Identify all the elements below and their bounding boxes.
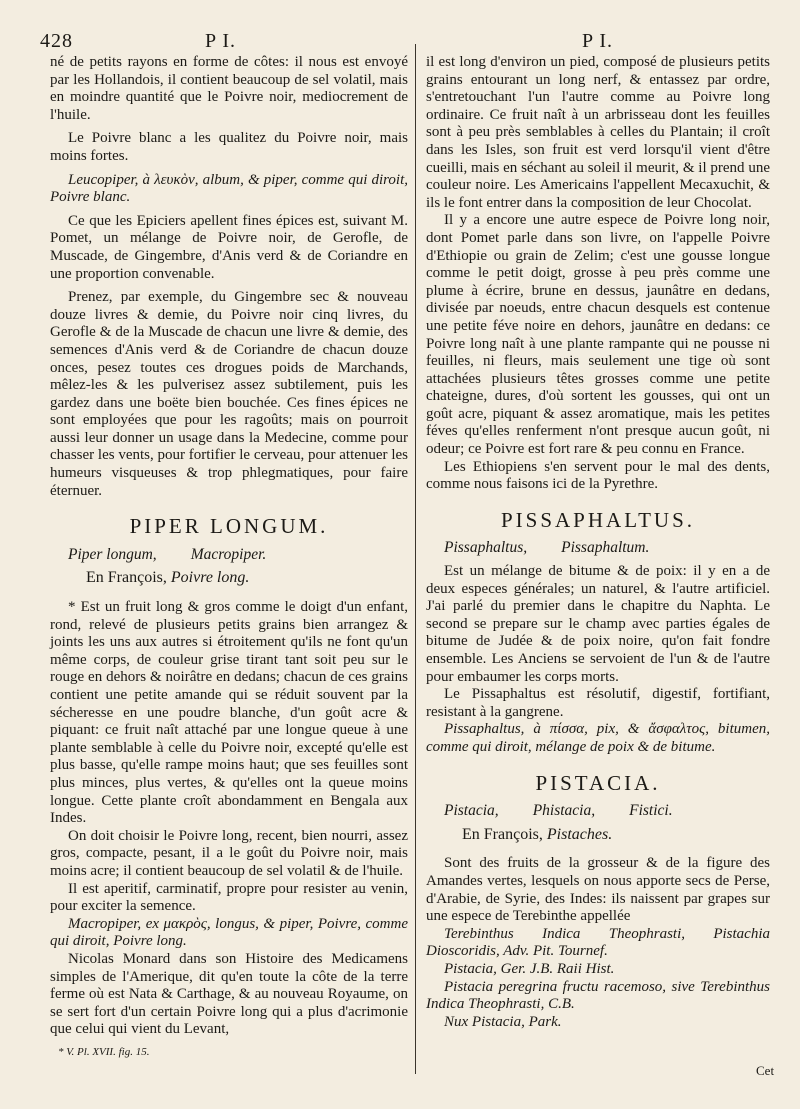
paragraph: * Est un fruit long & gros comme le doigt d'un enfant, rond, relevé de plusieurs petits grains bien arrangez & joints les uns aux autres si étroitement qu'ils ne font qu'un même corps, de couleur grise tirant tant soit peu sur le rouge en dehors & noirâtre en dedans; chacun de ces grains contient une petite amande qui se réduit souvent par la sécheresse en une poudre blanche, d'un goût acre & piquant: ce fruit naît attaché par une longue queue à une plante semblable à celle du Poivre noir, excepté qu'elle est plus basse, qu'elle rampe moins haut; que ses feuilles sont plus minces, plus vertes, & qu'elles ont la queue moins longue. Cette plante croît abondamment en Bengala aux Indes.: [50, 599, 408, 827]
section-title-pistacia: PISTACIA.: [535, 770, 661, 795]
french-label: En François,: [462, 825, 543, 843]
latin-name: Phistacia,: [532, 802, 596, 820]
paragraph: Il y a encore une autre espece de Poivre long noir, dont Pomet parle dans son livre, on l'appelle Poivre d'Ethiopie ou grain de Zelim; c'est une gousse longue comme le petit doigt, grosse à peu près comme une plume à écrire, brune en dessus, jaunâtre en dedans, divisée par noeuds, entre chacun desquels est contenue une petite féve noire en dehors, jaunâtre en dedans: ce Poivre long naît à une plante rampante qui ne pousse ni feuilles, ni fleurs, mais seulement une tige où sont attachées plusieurs têtes grosses comme une petite chateigne, dures, d'où sortent les gousses, qui ont un goût acre, piquant & assez aromatique, mais les petites féves qu'elles renferment n'ont presque aucun goût, ni odeur; ce Poivre est fort rare & peu connu en France.: [426, 212, 770, 458]
paragraph: Nicolas Monard dans son Histoire des Medicamens simples de l'Amerique, dit qu'en toute la côte de la terre ferme où est Nata & Carthage, & au nouveau Royaume, on se sert fort d'un certain Poivre long qui a plus d'acrimonie que celui qui vient du Levant,: [50, 950, 408, 1038]
latin-names: [68, 546, 408, 564]
synonym-line: Pistacia, Ger. J.B. Raii Hist.: [444, 960, 615, 977]
right-column: [426, 54, 770, 1031]
running-head-right: P I.: [582, 30, 614, 52]
paragraph: On doit choisir le Poivre long, recent, bien nourri, assez gros, compacte, pesant, il a le goût du Poivre noir, mais moins acre; il contient beaucoup de sel volatil & de l'huile.: [50, 827, 408, 879]
synonym-line: Pistacia peregrina fructu racemoso, sive Terebinthus Indica Theophrasti, C.B.: [426, 978, 770, 1013]
paragraph: Ce que les Epiciers apellent fines épices est, suivant M. Pomet, un mélange de Poivre noir, de Gerofle, de Muscade, de Gingembre, d'Anis verd & de Coriandre en une proportion convenable.: [50, 212, 408, 282]
page-number: 428: [40, 30, 73, 52]
latin-name: Macropiper.: [190, 545, 267, 563]
latin-name: Fistici.: [629, 802, 673, 820]
synonym-line: Nux Pistacia, Park.: [444, 1013, 562, 1030]
running-head-left: P I.: [205, 30, 237, 52]
paragraph: Il est aperitif, carminatif, propre pour resister au venin, pour exciter la semence.: [50, 880, 408, 915]
latin-name: Piper longum,: [68, 545, 157, 563]
paragraph: Prenez, par exemple, du Gingembre sec & nouveau douze livres & demie, du Poivre noir cinq livres, du Gerofle & de la Muscade de chacun une livre & demie, des semences d'Anis verd & de Coriandre de chacun douze onces, pesez toutes ces drogues poids de Marchands, mêlez-les & les pulverisez assez subtilement, puis les gardez dans une boëte bien bouchée. Ces fines épices ne sont employées que pour les ragoûts; mais on pourroit aussi leur donner un usage dans la Medecine, comme pour chasser les vents, pour fortifier le cerveau, pour attenuer les humeurs visqueuses & trop phlegmatiques, pour faire éternuer.: [50, 289, 408, 499]
synonym-line: Terebinthus Indica Theophrasti, Pistachia Dioscoridis, Adv. Pit. Tournef.: [426, 925, 770, 960]
section-title-piper-longum: PIPER LONGUM.: [129, 514, 329, 539]
french-name: Poivre long.: [170, 569, 250, 587]
paragraph: Les Ethiopiens s'en servent pour le mal des dents, comme nous faisons ici de la Pyrethre.: [426, 458, 770, 493]
french-name: Pistaches.: [546, 825, 613, 843]
footnote: * V. Pl. XVII. fig. 15.: [58, 1046, 150, 1058]
etymology-line: Pissaphaltus, à πίσσα, pix, & ἄσφαλτος, bitumen, comme qui diroit, mélange de poix & de bitume.: [426, 721, 770, 755]
paragraph: Le Pissaphaltus est résolutif, digestif, fortifiant, resistant à la gangrene.: [426, 686, 770, 720]
left-column: [50, 54, 408, 1039]
paragraph: il est long d'environ un pied, composé de plusieurs petits grains entourant un long nerf, & entassez par ordre, s'entretouchant l'un l'autre comme au Poivre long ordinaire. Ce fruit naît à un arbrisseau dont les feuilles sont à peu près semblables à celles du Plantain; il croît dans les Isles, son fruit est verd lorsqu'il vient d'être cueilli, mais en séchant au soleil il meurit, & il prend une couleur noire. Les Americains l'appellent Mecaxuchit, & ils le font entrer dans la composition de leur Chocolat.: [426, 54, 770, 211]
latin-names: [444, 802, 770, 820]
paragraph: né de petits rayons en forme de côtes: il nous est envoyé par les Hollandois, il contient beaucoup de sel volatil, mais en moindre quantité que le Poivre noir, mediocrement de l'huile.: [50, 54, 408, 123]
latin-name: Pistacia,: [444, 802, 499, 820]
french-name-line: [86, 569, 408, 587]
paragraph: Le Poivre blanc a les qualitez du Poivre noir, mais moins fortes.: [50, 130, 408, 164]
latin-names: [444, 539, 770, 557]
latin-name: Pissaphaltus,: [444, 539, 528, 557]
etymology-line: Leucopiper, à λευκὸν, album, & piper, comme qui diroit, Poivre blanc.: [50, 171, 408, 206]
catchword: Cet: [756, 1063, 775, 1078]
column-divider: [415, 44, 416, 1074]
section-title-pissaphaltus: PISSAPHALTUS.: [500, 507, 696, 532]
french-label: En François,: [86, 569, 167, 587]
etymology-line: Macropiper, ex μακρὸς, longus, & piper, Poivre, comme qui diroit, Poivre long.: [50, 915, 408, 950]
paragraph: Est un mélange de bitume & de poix: il y en a de deux especes générales; un naturel, & l'autre artificiel. J'ai parlé du premier dans le chapitre du Naphta. Le second se prepare sur le champ avec parties égales de bitume de Judée & de poix noire, qu'on fait fondre ensemble. Les Anciens se servoient de l'un & de l'autre pour embaumer les corps morts.: [426, 563, 770, 685]
paragraph: Sont des fruits de la grosseur & de la figure des Amandes vertes, lesquels on nous apporte secs de Perse, d'Arabie, de Syrie, des Indes: ils naissent par grapes sur une espece de Terebinthe appellée: [426, 855, 770, 925]
latin-name: Pissaphaltum.: [561, 539, 650, 557]
french-name-line: [462, 826, 770, 844]
